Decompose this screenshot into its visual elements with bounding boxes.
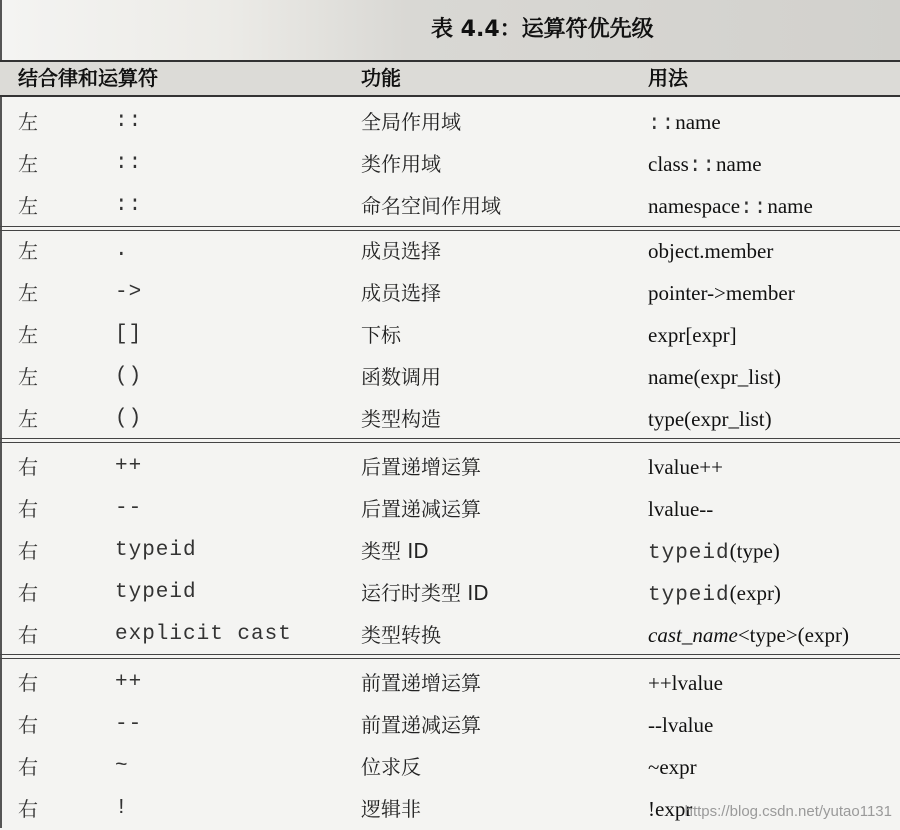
usage-part: lvalue++: [648, 455, 723, 479]
cell-function: 后置递减运算: [361, 497, 481, 521]
cell-usage: [648, 314, 737, 356]
cell-function: 命名空间作用域: [361, 194, 501, 218]
cell-function: 成员选择: [361, 239, 441, 263]
table-row: [0, 272, 900, 314]
table-header: [0, 60, 900, 97]
usage-part: typeid: [648, 584, 730, 607]
cell-associativity: 左: [18, 194, 38, 218]
table-row: [0, 446, 900, 488]
cell-operator: ++: [115, 671, 143, 694]
cell-usage: [648, 398, 772, 440]
cell-associativity: 左: [18, 323, 38, 347]
cell-operator: ::: [115, 110, 143, 133]
usage-part: (expr): [729, 581, 781, 605]
usage-part: name(expr_list): [648, 365, 781, 389]
cell-operator: (): [115, 365, 143, 388]
usage-part: ::: [688, 155, 717, 178]
usage-part: typeid: [648, 542, 730, 565]
table-row: [0, 662, 900, 704]
cell-function: 类型 ID: [361, 539, 429, 563]
table-row: [0, 398, 900, 440]
cell-function: 下标: [361, 323, 401, 347]
group-separator: [0, 226, 900, 227]
cell-function: 前置递增运算: [361, 671, 481, 695]
cell-associativity: 右: [18, 497, 38, 521]
cell-operator: typeid: [115, 581, 197, 604]
cell-operator: explicit cast: [115, 623, 292, 646]
cell-usage: [648, 746, 697, 788]
header-function: 功能: [361, 66, 401, 90]
table-row: [0, 614, 900, 656]
cell-associativity: 右: [18, 623, 38, 647]
header-assoc-op: 结合律和运算符: [18, 66, 158, 90]
cell-associativity: 右: [18, 797, 38, 821]
cell-associativity: 左: [18, 239, 38, 263]
cell-function: 类型构造: [361, 407, 441, 431]
usage-part: <type>(expr): [737, 623, 849, 647]
cell-function: 函数调用: [361, 365, 441, 389]
cell-function: 后置递增运算: [361, 455, 481, 479]
cell-operator: []: [115, 323, 143, 346]
table-row: [0, 185, 900, 227]
cell-usage: [648, 230, 773, 272]
cell-usage: [648, 143, 762, 188]
cell-operator: typeid: [115, 539, 197, 562]
cell-function: 类作用域: [361, 152, 441, 176]
cell-function: 运行时类型 ID: [361, 581, 489, 605]
cell-associativity: 右: [18, 581, 38, 605]
cell-operator: ++: [115, 455, 143, 478]
usage-part: pointer->member: [648, 281, 795, 305]
group-separator: [0, 442, 900, 443]
usage-part: ++lvalue: [648, 671, 723, 695]
table-row: [0, 530, 900, 572]
cell-usage: [648, 662, 723, 704]
cell-operator: --: [115, 497, 143, 520]
cell-function: 成员选择: [361, 281, 441, 305]
cell-usage: [648, 446, 723, 488]
table-row: [0, 704, 900, 746]
cell-associativity: 左: [18, 281, 38, 305]
table-row: [0, 572, 900, 614]
cell-usage: [648, 488, 713, 530]
cell-usage: [648, 356, 781, 398]
watermark: https://blog.csdn.net/yutao1131: [684, 803, 892, 820]
usage-part: object.member: [648, 239, 774, 263]
cell-usage: [648, 530, 780, 575]
cell-function: 前置递减运算: [361, 713, 481, 737]
cell-operator: ::: [115, 194, 143, 217]
cell-associativity: 左: [18, 407, 38, 431]
group-separator: [0, 654, 900, 655]
table-row: [0, 746, 900, 788]
cell-function: 类型转换: [361, 623, 441, 647]
usage-part: ::: [740, 197, 768, 220]
cell-associativity: 右: [18, 671, 38, 695]
group-separator: [0, 658, 900, 659]
usage-part: namespace: [648, 194, 741, 218]
cell-associativity: 左: [18, 365, 38, 389]
cell-function: 逻辑非: [361, 797, 421, 821]
cell-usage: [648, 704, 713, 746]
table-row: [0, 356, 900, 398]
cell-associativity: 右: [18, 755, 38, 779]
usage-part: name: [675, 110, 721, 134]
usage-part: class: [648, 152, 689, 176]
cell-operator: !: [115, 797, 129, 820]
cell-associativity: 右: [18, 455, 38, 479]
usage-part: type(expr_list): [648, 407, 772, 431]
usage-part: name: [716, 152, 762, 176]
table-row: [0, 101, 900, 143]
usage-part: cast_name: [648, 623, 738, 647]
usage-part: --lvalue: [648, 713, 714, 737]
cell-usage: [648, 614, 849, 656]
cell-operator: ->: [115, 281, 143, 304]
cell-operator: .: [115, 239, 129, 262]
cell-operator: (): [115, 407, 143, 430]
usage-part: name: [767, 194, 813, 218]
table-row: [0, 143, 900, 185]
usage-part: ::: [648, 113, 676, 136]
cell-operator: --: [115, 713, 143, 736]
usage-part: ~expr: [648, 755, 697, 779]
cell-associativity: 左: [18, 152, 38, 176]
cell-associativity: 右: [18, 713, 38, 737]
usage-part: lvalue--: [648, 497, 714, 521]
table-caption: 表 4.4：运算符优先级: [431, 17, 654, 42]
cell-associativity: 左: [18, 110, 38, 134]
cell-associativity: 右: [18, 539, 38, 563]
cell-usage: [648, 185, 813, 230]
table-row: [0, 488, 900, 530]
usage-part: !expr: [648, 797, 693, 821]
cell-operator: ::: [115, 152, 143, 175]
usage-part: (type): [729, 539, 780, 563]
group-separator: [0, 230, 900, 231]
cell-operator: ~: [115, 755, 129, 778]
cell-usage: [648, 272, 795, 314]
group-separator: [0, 438, 900, 439]
cell-usage: [648, 572, 781, 617]
cell-usage: [648, 101, 721, 146]
cell-function: 全局作用域: [361, 110, 461, 134]
table-row: [0, 314, 900, 356]
table-row: [0, 230, 900, 272]
usage-part: expr[expr]: [648, 323, 737, 347]
header-usage: 用法: [648, 66, 688, 90]
cell-function: 位求反: [361, 755, 421, 779]
